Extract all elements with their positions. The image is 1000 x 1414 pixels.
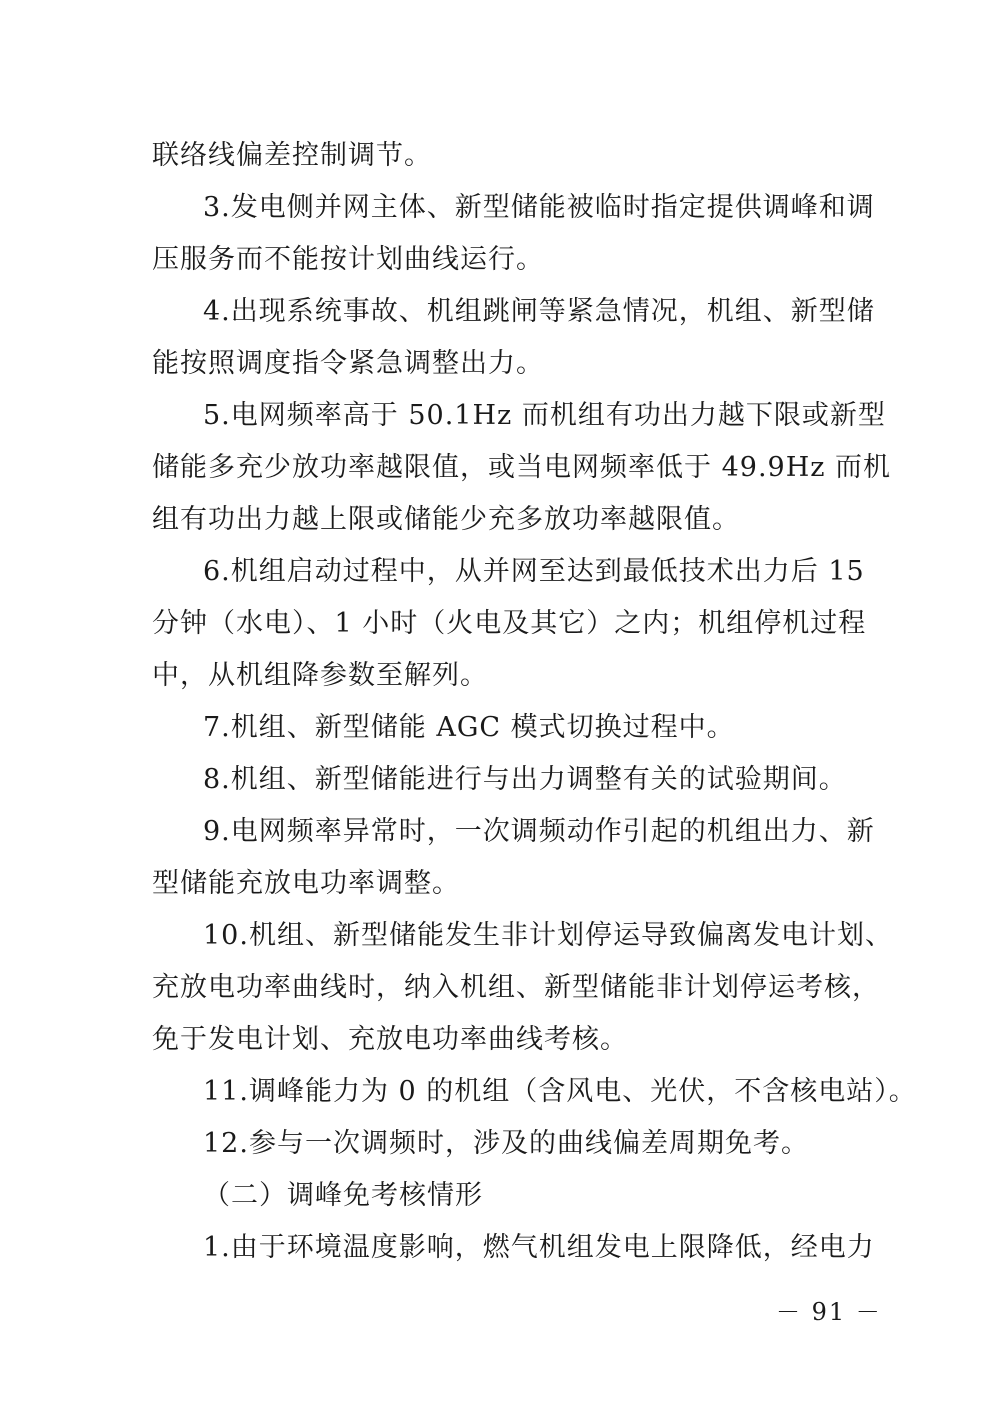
section-heading: （二）调峰免考核情形 — [203, 1180, 483, 1211]
text-line-11: 中，从机组降参数至解列。 — [152, 660, 488, 691]
text-line-4: 4.出现系统事故、机组跳闸等紧急情况，机组、新型储 — [203, 296, 875, 327]
page-number: － 91 － — [776, 1298, 882, 1326]
text-line-9: 6.机组启动过程中，从并网至达到最低技术出力后 15 — [203, 556, 865, 587]
text-line-12: 7.机组、新型储能 AGC 模式切换过程中。 — [203, 712, 735, 743]
text-line-7: 储能多充少放功率越限值，或当电网频率低于 49.9Hz 而机 — [152, 452, 892, 483]
text-line-18: 免于发电计划、充放电功率曲线考核。 — [152, 1024, 628, 1055]
text-line-19: 11.调峰能力为 0 的机组（含风电、光伏，不含核电站）。 — [203, 1076, 917, 1107]
text-line-1: 联络线偏差控制调节。 — [152, 140, 432, 171]
text-line-14: 9.电网频率异常时，一次调频动作引起的机组出力、新 — [203, 816, 875, 847]
text-line-5: 能按照调度指令紧急调整出力。 — [152, 348, 544, 379]
text-line-17: 充放电功率曲线时，纳入机组、新型储能非计划停运考核， — [152, 972, 880, 1003]
text-line-22: 1.由于环境温度影响，燃气机组发电上限降低，经电力 — [203, 1232, 875, 1263]
text-line-8: 组有功出力越上限或储能少充多放功率越限值。 — [152, 504, 740, 535]
text-line-10: 分钟（水电）、1 小时（火电及其它）之内；机组停机过程 — [152, 608, 867, 639]
text-line-13: 8.机组、新型储能进行与出力调整有关的试验期间。 — [203, 764, 847, 795]
text-line-20: 12.参与一次调频时，涉及的曲线偏差周期免考。 — [203, 1128, 809, 1159]
text-line-16: 10.机组、新型储能发生非计划停运导致偏离发电计划、 — [203, 920, 893, 951]
text-line-3: 压服务而不能按计划曲线运行。 — [152, 244, 544, 275]
text-line-2: 3.发电侧并网主体、新型储能被临时指定提供调峰和调 — [203, 192, 875, 223]
text-line-6: 5.电网频率高于 50.1Hz 而机组有功出力越下限或新型 — [203, 400, 886, 431]
text-line-15: 型储能充放电功率调整。 — [152, 868, 460, 899]
